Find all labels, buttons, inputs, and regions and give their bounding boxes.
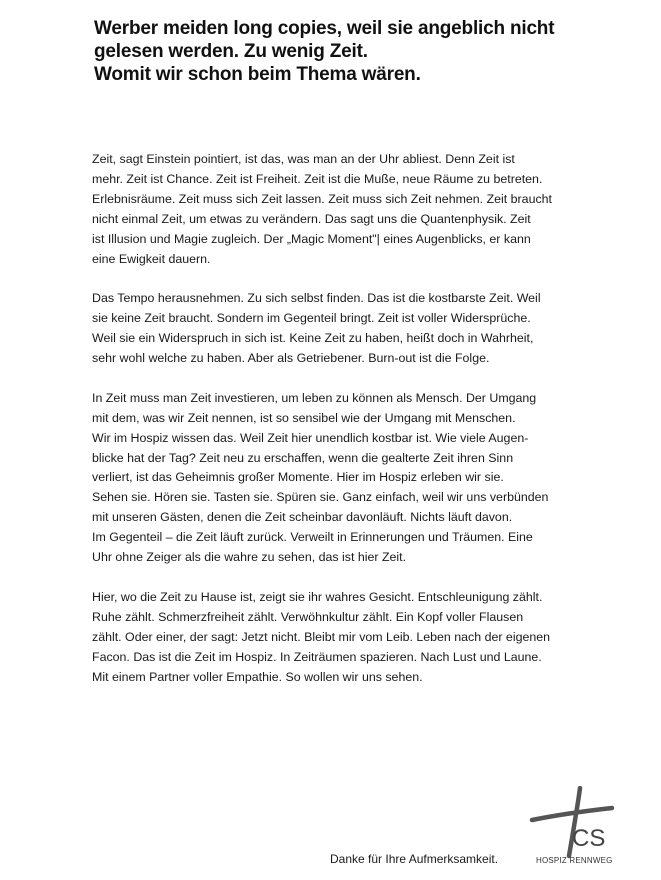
text-line: Uhr ohne Zeiger als die wahre zu sehen, das ist hier Zeit. xyxy=(92,550,407,565)
headline-line: gelesen werden. Zu wenig Zeit. xyxy=(94,41,368,62)
text-line: blicke hat der Tag? Zeit neu zu erschaffen, wenn die gealterte Zeit ihren Sinn xyxy=(92,450,514,465)
text-line: zählt. Oder einer, der sagt: Jetzt nicht. Bleibt mir vom Leib. Leben nach der eigenen xyxy=(92,629,551,644)
text-line: Mit einem Partner voller Empathie. So wollen wir uns sehen. xyxy=(92,669,423,684)
text-line: Sehen sie. Hören sie. Tasten sie. Spüren sie. Ganz einfach, weil wir uns verbünden xyxy=(92,490,549,505)
text-line: Facon. Das ist die Zeit im Hospiz. In Zeiträumen spazieren. Nach Lust und Laune. xyxy=(92,649,542,664)
text-line: verliert, ist das Geheimnis großer Momente. Hier im Hospiz erleben wir sie. xyxy=(92,470,504,485)
text-line: Erlebnisräume. Zeit muss sich Zeit lassen. Zeit muss sich Zeit nehmen. Zeit braucht xyxy=(92,191,552,206)
text-line: mehr. Zeit ist Chance. Zeit ist Freiheit. Zeit ist die Muße, neue Räume zu betreten. xyxy=(92,171,543,186)
paragraph-3 xyxy=(92,389,582,568)
text-line: Ruhe zählt. Schmerzfreiheit zählt. Verwöhnkultur zählt. Ein Kopf voller Flausen xyxy=(92,609,524,624)
headline-line: Womit wir schon beim Thema wären. xyxy=(94,64,421,85)
paragraph-1 xyxy=(92,150,582,269)
text-line: Weil sie ein Widerspruch in sich ist. Keine Zeit zu haben, heißt doch in Wahrheit, xyxy=(92,331,534,346)
text-line: mit dem, was wir Zeit nennen, ist so sensibel wie der Umgang mit Menschen. xyxy=(92,410,516,425)
paragraph-4 xyxy=(92,588,582,688)
headline xyxy=(94,17,614,86)
headline-line: Werber meiden long copies, weil sie angeblich nicht xyxy=(94,18,555,39)
text-line: In Zeit muss man Zeit investieren, um leben zu können als Mensch. Der Umgang xyxy=(92,390,537,405)
text-line: eine Ewigkeit dauern. xyxy=(92,251,211,266)
text-line: Zeit, sagt Einstein pointiert, ist das, was man an der Uhr abliest. Denn Zeit ist xyxy=(92,152,515,166)
logo-letters: CS xyxy=(572,825,606,852)
text-line: Hier, wo die Zeit zu Hause ist, zeigt sie ihr wahres Gesicht. Entschleunigung zählt. xyxy=(92,589,543,604)
text-line: Im Gegenteil – die Zeit läuft zurück. Verweilt in Erinnerungen und Träumen. Eine xyxy=(92,530,533,545)
text-line: nicht einmal Zeit, um etwas zu verändern. Das sagt uns die Quantenphysik. Zeit xyxy=(92,211,531,226)
logo-name: HOSPIZ RENNWEG xyxy=(536,856,613,865)
text-line: sehr wohl welche zu haben. Aber als Getriebener. Burn-out ist die Folge. xyxy=(92,351,490,366)
text-line: mit unseren Gästen, denen die Zeit scheinbar davonläuft. Nichts läuft davon. xyxy=(92,510,513,525)
text-line: sie keine Zeit braucht. Sondern im Gegenteil bringt. Zeit ist voller Widersprüche. xyxy=(92,311,531,326)
paragraph-2 xyxy=(92,289,582,369)
text-line: Das Tempo herausnehmen. Zu sich selbst finden. Das ist die kostbarste Zeit. Weil xyxy=(92,291,541,306)
text-line: Wir im Hospiz wissen das. Weil Zeit hier unendlich kostbar ist. Wie viele Augen- xyxy=(92,430,529,445)
footer-thanks: Danke für Ihre Aufmerksamkeit. xyxy=(330,852,499,866)
text-line: ist Illusion und Magie zugleich. Der „Magic Moment"| eines Augenblicks, er kann xyxy=(92,231,531,246)
body-copy xyxy=(92,150,582,707)
